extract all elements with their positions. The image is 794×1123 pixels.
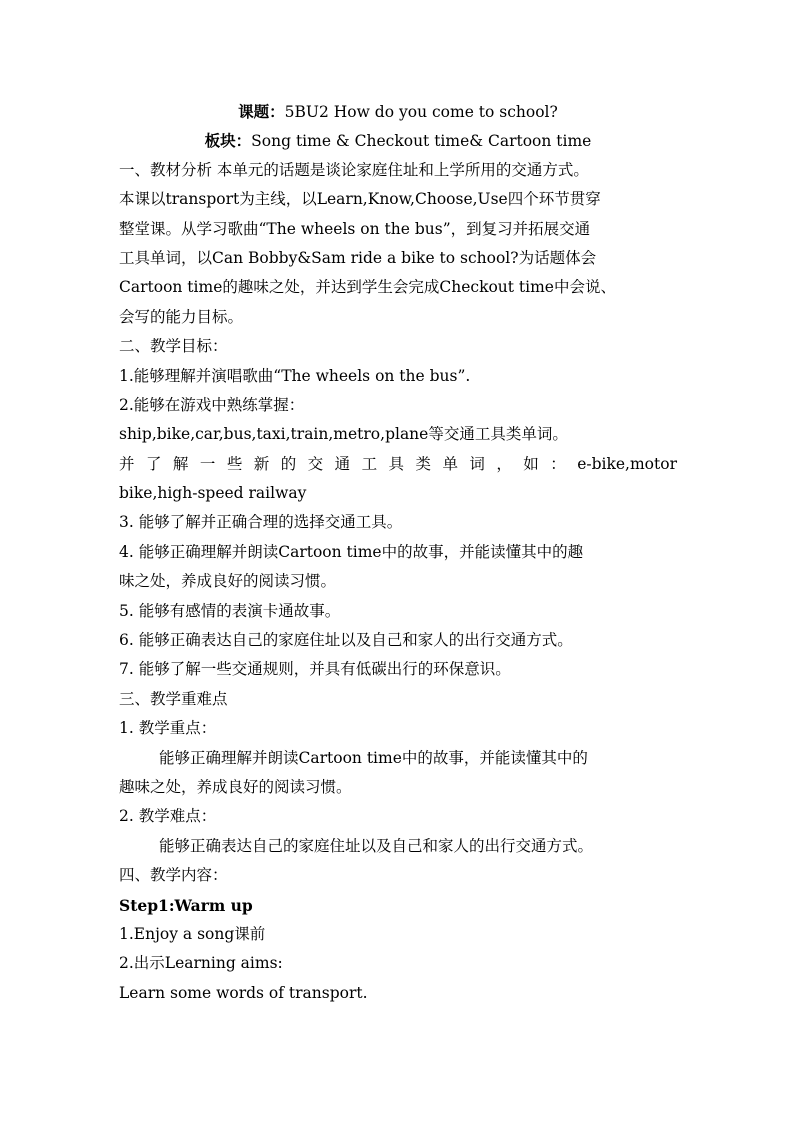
paragraph-line: 本课以transport为主线，以Learn,Know,Choose,Use四个环节贯穿: [119, 190, 601, 209]
objective-item: 4. 能够正确理解并朗读Cartoon time中的故事，并能读懂其中的趣: [119, 542, 584, 561]
objective-item-continued: 味之处，养成良好的阅读习惯。: [119, 572, 337, 591]
paragraph-line: 会写的能力目标。: [119, 307, 244, 326]
lesson-title: [119, 97, 677, 126]
paragraph-line: 整堂课。从学习歌曲“The wheels on the bus”，到复习并拓展交通: [119, 219, 591, 238]
paragraph-line: Cartoon time的趣味之处，并达到学生会完成Checkout time中会说、: [119, 278, 616, 297]
step-heading: Step1:Warm up: [119, 895, 253, 915]
difficulty-label: 2. 教学难点：: [119, 807, 217, 826]
key-point-label: 1. 教学重点：: [119, 719, 217, 738]
objective-item: 6. 能够正确表达自己的家庭住址以及自己和家人的出行交通方式。: [119, 631, 573, 650]
step-item: 1.Enjoy a song课前: [119, 924, 266, 943]
content-heading: 四、教学内容：: [119, 866, 228, 885]
step-item: Learn some words of transport.: [119, 983, 368, 1002]
key-point-text-continued: 趣味之处，养成良好的阅读习惯。: [119, 777, 352, 796]
lesson-title-value: 5BU2 How do you come to school?: [284, 103, 558, 121]
difficulty-text: 能够正确表达自己的家庭住址以及自己和家人的出行交通方式。: [159, 836, 594, 855]
lesson-section-value: Song time & Checkout time& Cartoon time: [251, 132, 592, 151]
objective-item-continued: 并了解一些新的交通工具类单词，如：e-bike,motor: [119, 454, 677, 473]
objective-item-continued: bike,high-speed railway: [119, 484, 307, 503]
analysis-heading-line: 一、教材分析 本单元的话题是谈论家庭住址和上学所用的交通方式。: [119, 160, 589, 179]
objective-item: 1.能够理解并演唱歌曲“The wheels on the bus”.: [119, 366, 471, 385]
objective-item: 5. 能够有感情的表演卡通故事。: [119, 601, 341, 620]
objective-item: 3. 能够了解并正确合理的选择交通工具。: [119, 513, 403, 532]
step-item: 2.出示Learning aims:: [119, 954, 283, 973]
paragraph-line: 工具单词，以Can Bobby&Sam ride a bike to school?为话题体会: [119, 248, 597, 267]
document-body: [119, 97, 677, 1008]
objective-item-continued: ship,bike,car,bus,taxi,train,metro,plane等交通工具类单词。: [119, 425, 568, 444]
lesson-section: [119, 126, 677, 155]
key-points-heading: 三、教学重难点: [119, 689, 228, 708]
key-point-text: 能够正确理解并朗读Cartoon time中的故事，并能读懂其中的: [159, 748, 588, 767]
objectives-heading: 二、教学目标：: [119, 337, 228, 356]
objective-item: 7. 能够了解一些交通规则，并具有低碳出行的环保意识。: [119, 660, 511, 679]
objective-item: 2.能够在游戏中熟练掌握：: [119, 395, 305, 414]
lesson-title-label: 课题：: [238, 102, 285, 121]
lesson-section-label: 板块：: [204, 131, 252, 151]
